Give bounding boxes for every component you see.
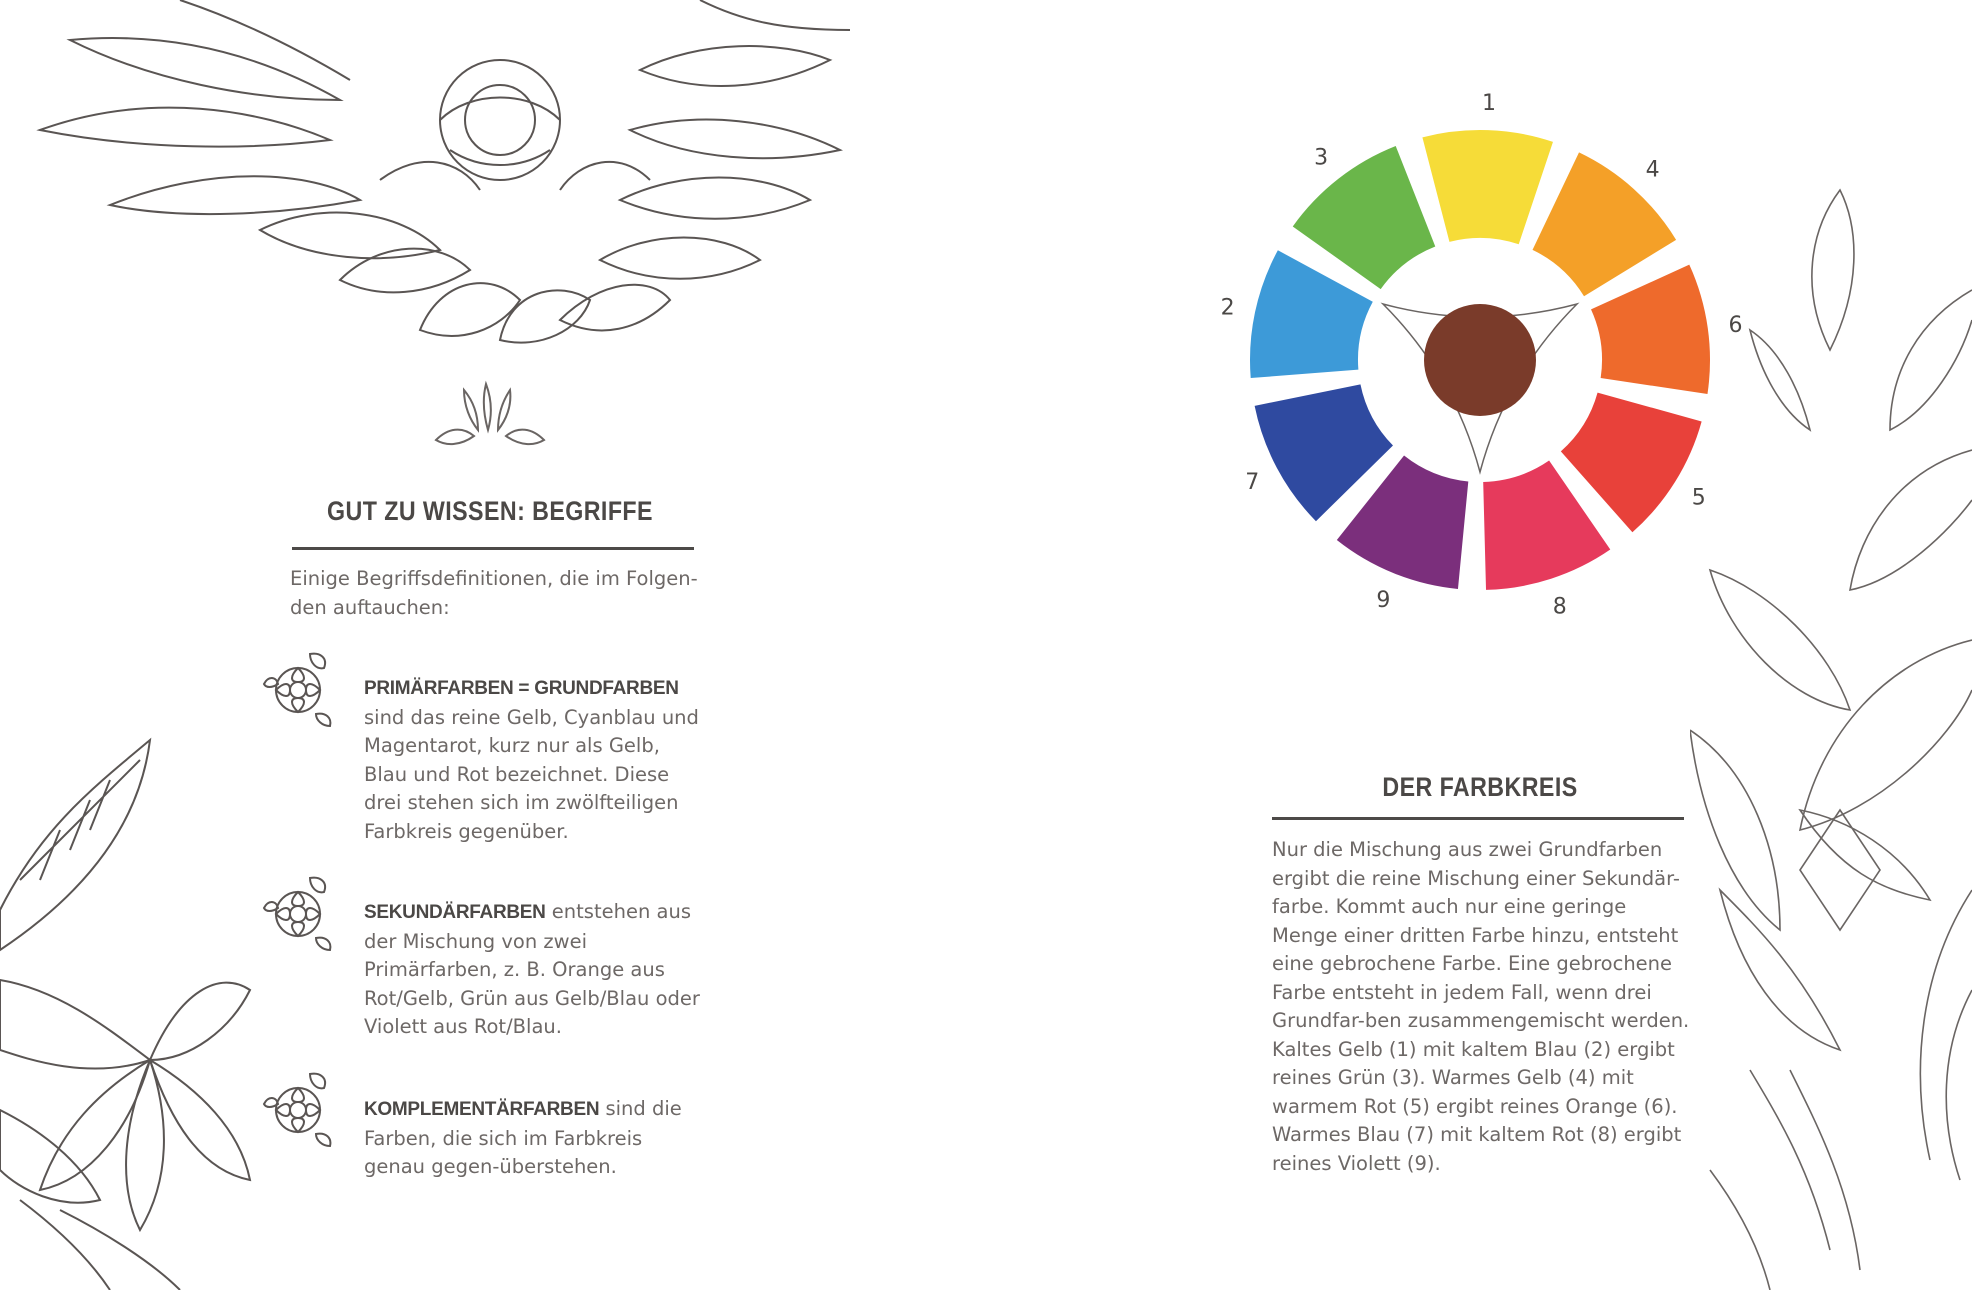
wheel-segment-1: [1422, 130, 1553, 244]
definition-text: entstehen aus der Mischung von zwei Primärfarben, z. B. Orange aus Rot/Gelb, Grün aus Gelb/Blau oder Violett aus Rot/Blau.: [364, 900, 700, 1038]
definition-complementary: [364, 1095, 704, 1182]
right-page-heading: DER FARBKREIS: [1382, 772, 1578, 802]
left-heading-rule: [292, 547, 694, 550]
definition-text: sind das reine Gelb, Cyanblau und Magentarot, kurz nur als Gelb, Blau und Rot bezeichnet. Diese drei stehen sich im zwölfteiligen Farbkreis gegenüber.: [364, 705, 699, 843]
flower-icon: [260, 872, 336, 952]
flower-icon: [260, 1068, 336, 1148]
wheel-label-5: 5: [1691, 485, 1706, 511]
wheel-label-1: 1: [1482, 91, 1497, 117]
definition-text: sind die Farben, die sich im Farbkreis genau gegen-überstehen.: [364, 1097, 682, 1178]
right-heading-rule: [1272, 817, 1684, 820]
color-wheel: [1190, 70, 1770, 670]
left-page-heading: GUT ZU WISSEN: BEGRIFFE: [327, 496, 653, 526]
flower-icon: [260, 648, 336, 728]
wheel-label-9: 9: [1376, 588, 1391, 614]
definition-primary: [364, 674, 704, 846]
definition-term: KOMPLEMENTÄRFARBEN: [364, 1099, 600, 1120]
dahlia-flower-illustration: [0, 0, 900, 360]
wheel-label-2: 2: [1220, 295, 1235, 321]
right-page-body: Nur die Mischung aus zwei Grundfarben ergibt die reine Mischung einer Sekundär-farbe. Kommt auch nur eine geringe Menge einer dritten Farbe hinzu, entsteht eine gebrochene Farbe. Eine gebrochene Farbe entsteht in jedem Fall, wenn drei Grundfar-ben zusammengemischt werden. Kaltes Gelb (1) mit kaltem Blau (2) ergibt reines Grün (3). Warmes Gelb (4) mit warmem Rot (5) ergibt reines Orange (6). Warmes Blau (7) mit kaltem Rot (8) ergibt reines Violett (9).: [1272, 838, 1690, 1175]
definition-term: PRIMÄRFARBEN = GRUNDFARBEN: [364, 678, 679, 699]
definition-secondary: [364, 898, 704, 1042]
sparkle-ornament-icon: [430, 380, 550, 450]
wheel-segment-6: [1591, 265, 1710, 394]
wheel-label-7: 7: [1245, 470, 1260, 496]
left-page-intro: Einige Begriffsdefinitionen, die im Folgen-den auftauchen:: [290, 567, 698, 619]
wheel-label-8: 8: [1552, 594, 1567, 620]
definition-term: SEKUNDÄRFARBEN: [364, 902, 546, 923]
wheel-center: [1424, 304, 1536, 416]
wheel-label-6: 6: [1728, 313, 1743, 339]
wheel-label-4: 4: [1645, 157, 1660, 183]
wheel-label-3: 3: [1314, 145, 1329, 171]
lily-flower-illustration: [0, 730, 270, 1290]
